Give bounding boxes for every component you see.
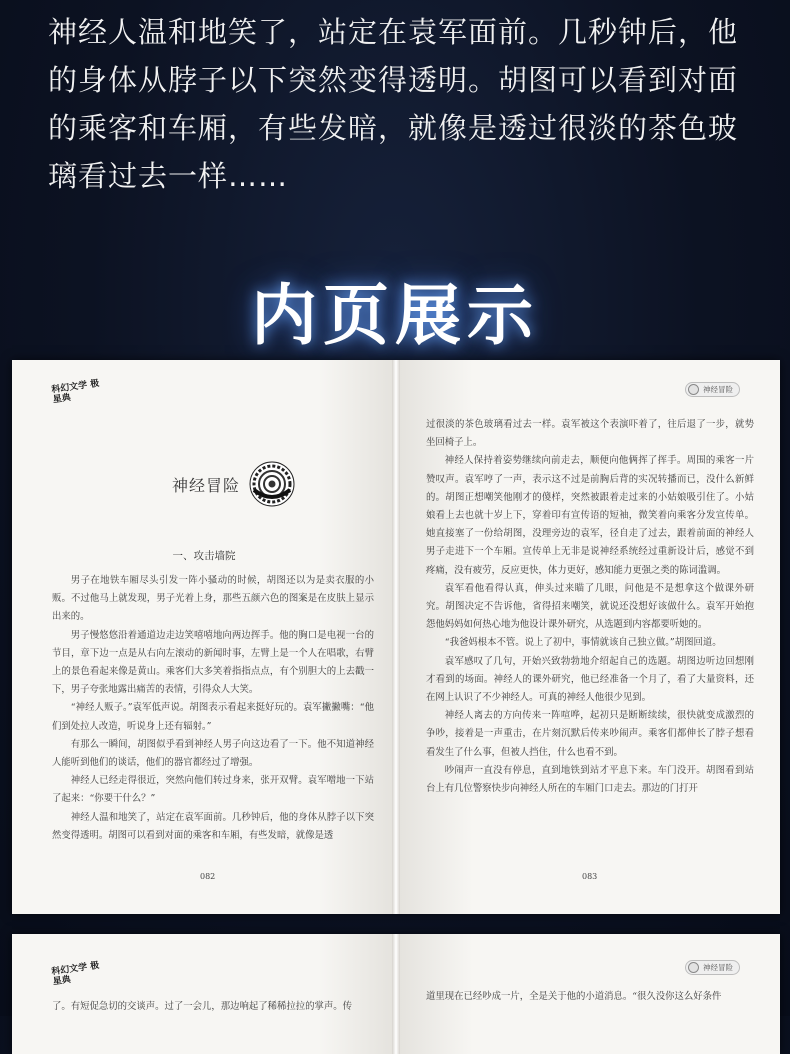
page-body [52,998,374,1016]
series-logo-text: 科幻文学 极星典 [50,960,100,988]
paragraph: 神经人已经走得很近，突然向他们转过身来，张开双臂。袁军噌地一下站了起来：“你要干什么？” [52,775,374,805]
paragraph: 神经人离去的方向传来一阵喧哗，起初只是断断续续，很快就变成激烈的争吵，接着是一声重击，在片刻沉默后传来吵闹声。乘客们都伸长了脖子想看看发生了什么事，但被人挡住，什么也看不到。 [426,710,754,758]
excerpt-line: 的身体从脖子以下突然变得透明。胡图可以看到对面 [48,63,739,97]
paragraph: 神经人温和地笑了，站定在袁军面前。几秒钟后，他的身体从脖子以下突然变得透明。胡图可以看到对面的乘客和车厢，有些发暗，就像是透 [52,811,374,841]
paragraph: “神经人贩子。”袁军低声说。胡图表示看起来挺好玩的。袁军撇撇嘴：“他们到处拉人改造，听说身上还有辐射。” [52,702,374,732]
chapter-tag [685,960,740,975]
paragraph: 吵闹声一直没有停息，直到地铁到站才平息下来。车门没开。胡图看到站台上有几位警察快步向神经人所在的车厢门口走去。那边的门打开 [426,764,754,795]
page-body [426,416,754,798]
chapter-title: 神经冒险 [172,475,241,495]
chapter-tag-label: 神经冒险 [703,963,733,972]
tag-circle-icon [688,962,699,973]
paragraph: 了。有短促急切的交谈声。过了一会儿，那边响起了稀稀拉拉的掌声。传 [52,1001,353,1012]
paragraph: 道里现在已经吵成一片，全是关于他的小道消息。“很久没你这么好条件 [426,991,722,1002]
excerpt-line: 璃看过去一样…… [48,159,289,193]
paragraph: 袁军看他看得认真，伸头过来瞄了几眼，问他是不是想拿这个做课外研究。胡图决定不告诉他，省得招来嘲笑，就说还没想好该做什么。袁军开始抱怨他妈妈如何热心地为他设计课外研究，从选题到内容都要听她的。 [426,582,754,631]
chapter-tag-label: 神经冒险 [703,385,733,394]
series-logo [50,378,102,420]
book-spread [12,934,780,1054]
left-page [12,360,396,914]
chapter-tag [685,382,740,397]
paragraph: 袁军感叹了几句，开始兴致勃勃地介绍起自己的选题。胡图边听边回想刚才看到的场面。神经人的课外研究，他已经准备一个月了，看了大量资料，还在网上认识了不少神经人。可真的神经人他很少见到。 [426,655,754,704]
page-number: 082 [200,872,216,881]
book-spine [392,934,400,1054]
fingerprint-emblem-icon [248,460,296,508]
page-body [52,572,374,845]
left-page [12,934,396,1054]
series-logo [50,960,102,1002]
paragraph: 男子在地铁车厢尽头引发一阵小骚动的时候，胡图还以为是卖衣服的小贩。不过他马上就发现，男子光着上身，那些五颜六色的图案是在皮肤上显示出来的。 [52,575,374,623]
page-body [426,988,754,1006]
book-spread [12,360,780,914]
section-title: 内页展示 [251,277,539,354]
series-logo-text: 科幻文学 极星典 [50,378,100,406]
paragraph: 有那么一瞬间，胡图似乎看到神经人男子向这边看了一下。他不知道神经人能听到他们的谈话，他们的器官都经过了增强。 [52,738,374,769]
excerpt-line: 的乘客和车厢，有些发暗，就像是透过很淡的茶色玻 [48,111,739,145]
excerpt-quote [48,8,758,200]
right-page [396,934,780,1054]
tag-circle-icon [688,384,699,395]
paragraph: 神经人保持着姿势继续向前走去，顺便向他俩挥了挥手。周围的乘客一片赞叹声。袁军哼了一声，表示这不过是前胸后背的实况转播而已，没什么新鲜的。胡图正想嘲笑他刚才的傻样，突然被跟着走过来的小姑娘吸引住了。小姑娘看上去也就十岁上下，穿着印有宣传语的短袖，微笑着向乘客分发宣传单。她直接塞了一份给胡图，没理旁边的袁军，径自走了过去，跟着前面的神经人男子走进下一个车厢。宣传单上无非是说神经系统经过重新设计后，感觉不到疼痛，没有疲劳，反应更快，体力更好，感知能力更强之类的陈词滥调。 [426,455,754,576]
page-number: 083 [582,872,598,881]
chapter-heading [172,460,296,508]
paragraph: 男子慢悠悠沿着通道边走边笑嘻嘻地向两边挥手。他的胸口是电视一台的节目，章下边一点是从右向左滚动的新闻时事，左臂上是一个人在唱歌，右臂上的景色看起来像是黄山。乘客们大多笑着指指点点，有个别胆大的上去戳一下，男子夸张地露出痛苦的表情，引得众人大笑。 [52,629,374,696]
excerpt-line: 神经人温和地笑了，站定在袁军面前。几秒钟后，他 [48,15,739,49]
section-heading: 一、攻击墙院 [172,550,236,562]
paragraph: 过很淡的茶色玻璃看过去一样。袁军被这个表演吓着了，往后退了一步，就势坐回椅子上。 [426,419,754,449]
paragraph: “我爸妈根本不管。说上了初中，事情就该自己独立做。”胡图回道。 [444,637,722,649]
right-page [396,360,780,914]
book-spine [392,360,400,914]
